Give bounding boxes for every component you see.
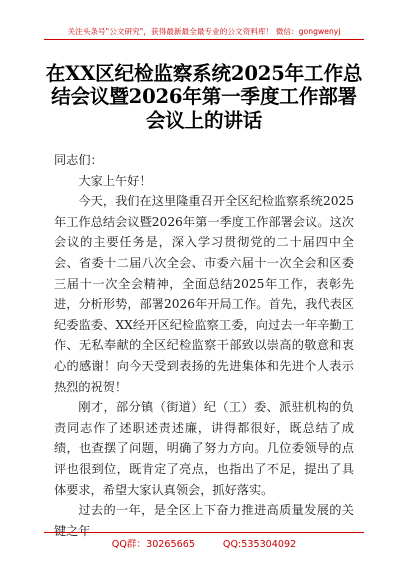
paragraph: 大家上午好！ [78, 173, 152, 188]
header-promo-text: 关注头条号"公文研究"，获得最新最全最专业的公文资料库！ 微信：gongwenyj [67, 27, 341, 36]
document-body [54, 150, 354, 541]
footer-qq-group: QQ群：30265665 [111, 539, 195, 550]
header-divider [44, 39, 364, 40]
paragraph: 今天，我们在这里隆重召开全区纪检监察系统2025年工作总结会议暨2026年第一季度工作部署会议。这次会议的主要任务是，深入学习贯彻党的二十届四中全会、省委十二届八次全会、市委六届十一次全会和区委三届十一次全会精神，全面总结2025年工作，表彰先进，分析形势，部署2026年开局工作。首先，我代表区纪委监委、XX经开区纪检监察工委，向过去一年辛勤工作、无私奉献的全区纪检监察干部致以崇高的敬意和衷心的感谢！向今天受到表扬的先进集体和先进个人表示热烈的祝贺！ [54, 194, 354, 394]
footer-qq: QQ:535304092 [222, 539, 297, 550]
page-header [0, 0, 408, 40]
paragraph: 刚才，部分镇（街道）纪（工）委、派驻机构的负责同志作了述职述责述廉，讲得都很好，既总结了成绩，也查摆了问题，明确了努力方向。几位委领导的点评也很到位，既肯定了亮点，也指出了不足，提出了具体要求，希望大家认真领会，抓好落实。 [54, 400, 354, 497]
page-footer [0, 536, 408, 550]
salutation: 同志们： [54, 153, 103, 167]
paragraph: 过去的一年，是全区上下奋力推进高质量发展的关键之年 [54, 503, 354, 538]
footer-divider [44, 532, 364, 533]
document-title: 在XX区纪检监察系统2025年工作总结会议暨2026年第一季度工作部署会议上的讲话 [45, 62, 363, 132]
